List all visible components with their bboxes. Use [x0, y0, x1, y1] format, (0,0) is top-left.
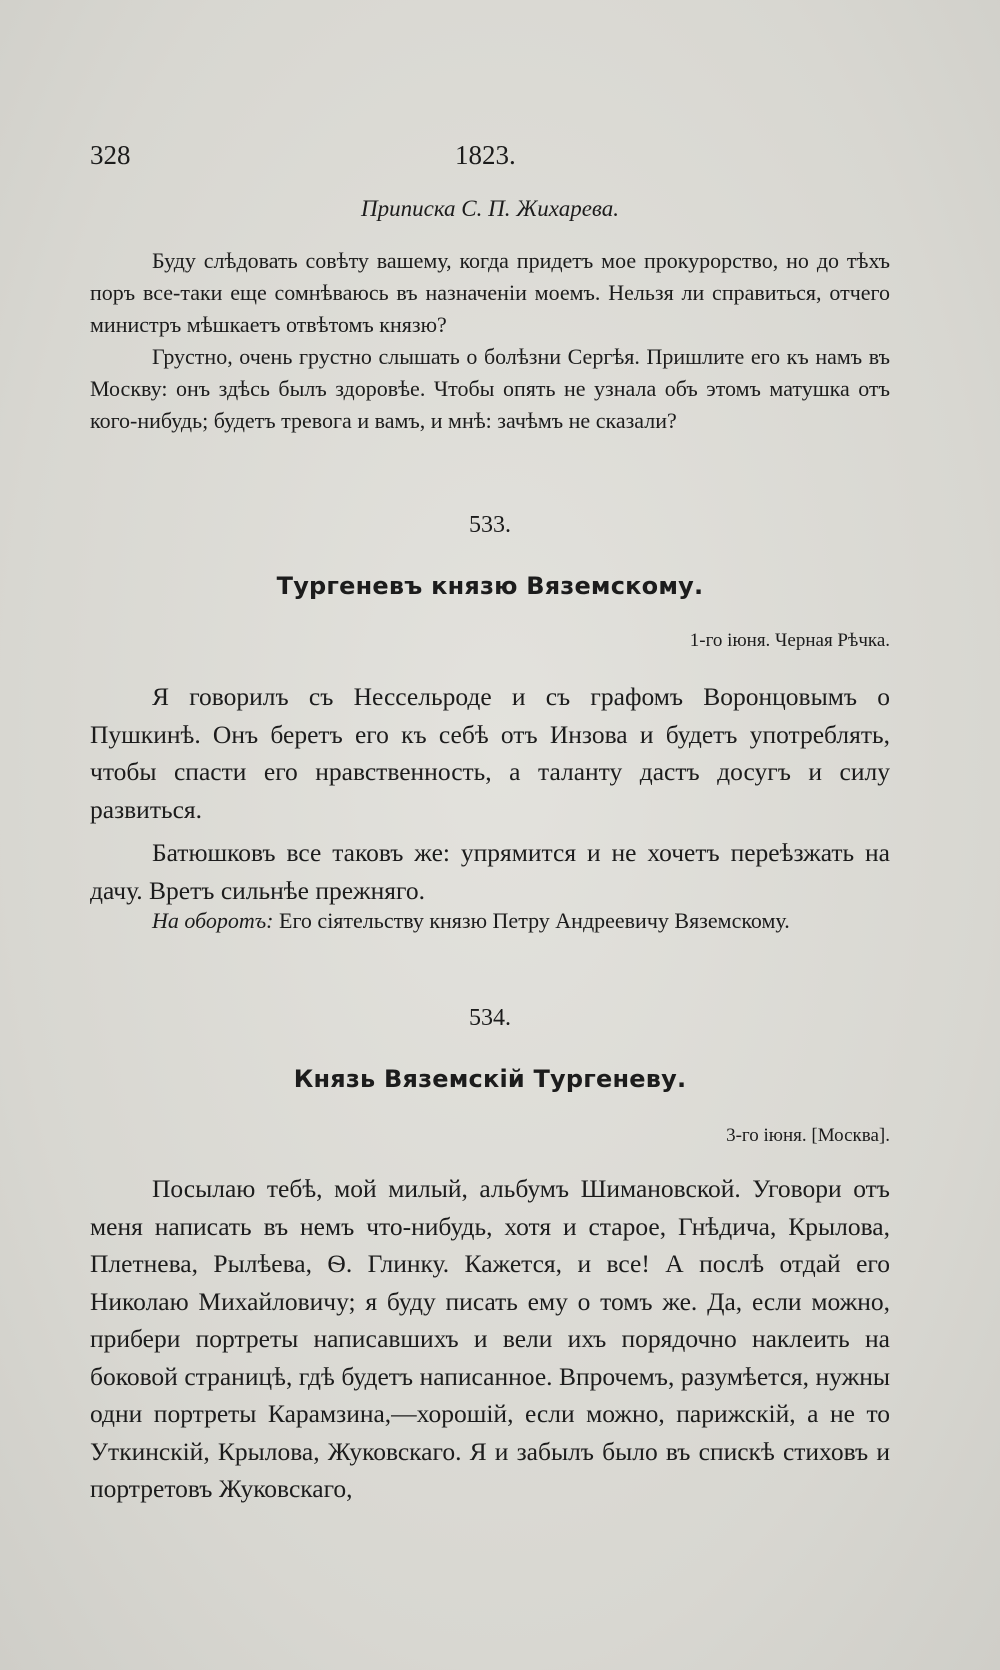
letter-534-body — [90, 1170, 890, 1514]
paragraph: Грустно, очень грустно слышать о болѣзни Сергѣя. Пришлите его къ намъ въ Москву: онъ здѣсь былъ здоровѣе. Чтобы опять не узнала объ этомъ матушка отъ кого-нибудь; будетъ тревога и вамъ, и мнѣ: зачѣмъ не сказали? — [90, 344, 890, 433]
letter-number: 534. — [469, 1005, 511, 1031]
page-number: 328 — [90, 140, 131, 170]
postscript-heading-block — [90, 196, 890, 222]
letter-date: 1-го iюня. Черная Рѣчка. — [689, 630, 890, 651]
postscript-heading: Приписка С. П. Жихарева. — [361, 196, 619, 221]
paragraph: Батюшковъ все таковъ же: упрямится и не хочетъ переѣзжать на дачу. Вретъ сильнѣе прежняго. — [90, 838, 890, 905]
running-header — [90, 140, 890, 176]
verso-label: На оборотъ: — [152, 908, 274, 933]
paragraph: Я говорилъ съ Нессельроде и съ графомъ Воронцовымъ о Пушкинѣ. Онъ беретъ его къ себѣ отъ Инзова и будетъ употреблять, чтобы спасти его нравственность, а таланту дастъ досугъ и силу развиться. — [90, 682, 890, 824]
letter-title: Князь Вяземскiй Тургеневу. — [293, 1065, 687, 1093]
letter-533-body — [90, 678, 890, 915]
verso-text: Его сiятельству князю Петру Андреевичу Вяземскому. — [279, 908, 790, 933]
verso-address — [90, 908, 890, 934]
postscript-text — [90, 245, 890, 437]
running-year: 1823. — [455, 140, 516, 170]
paragraph: Посылаю тебѣ, мой милый, альбумъ Шимановской. Уговори отъ меня написать въ немъ что-нибудь, хотя и старое, Гнѣдича, Крылова, Плетнева, Рылѣева, Ѳ. Глинку. Кажется, и все! А послѣ отдай его Николаю Михайловичу; я буду писать ему о томъ же. Да, если можно, прибери портреты написавшихъ и вели ихъ порядочно наклеить на боковой страницѣ, гдѣ будетъ написанное. Впрочемъ, разумѣется, нужны одни портреты Карамзина,—хорошiй, если можно, парижскiй, а не то Уткинскiй, Крылова, Жуковскаго. Я и забылъ было въ спискѣ стиховъ и портретовъ Жуковскаго, — [90, 1174, 890, 1503]
paragraph: Буду слѣдовать совѣту вашему, когда придетъ мое прокурорство, но до тѣхъ поръ все-таки еще сомнѣваюсь въ назначенiи моемъ. Нельзя ли справиться, отчего министръ мѣшкаетъ отвѣтомъ князю? — [90, 248, 890, 337]
letter-title: Тургеневъ князю Вяземскому. — [276, 572, 704, 600]
letter-date: 3-го iюня. [Москва]. — [726, 1125, 890, 1146]
letter-number: 533. — [469, 512, 511, 538]
